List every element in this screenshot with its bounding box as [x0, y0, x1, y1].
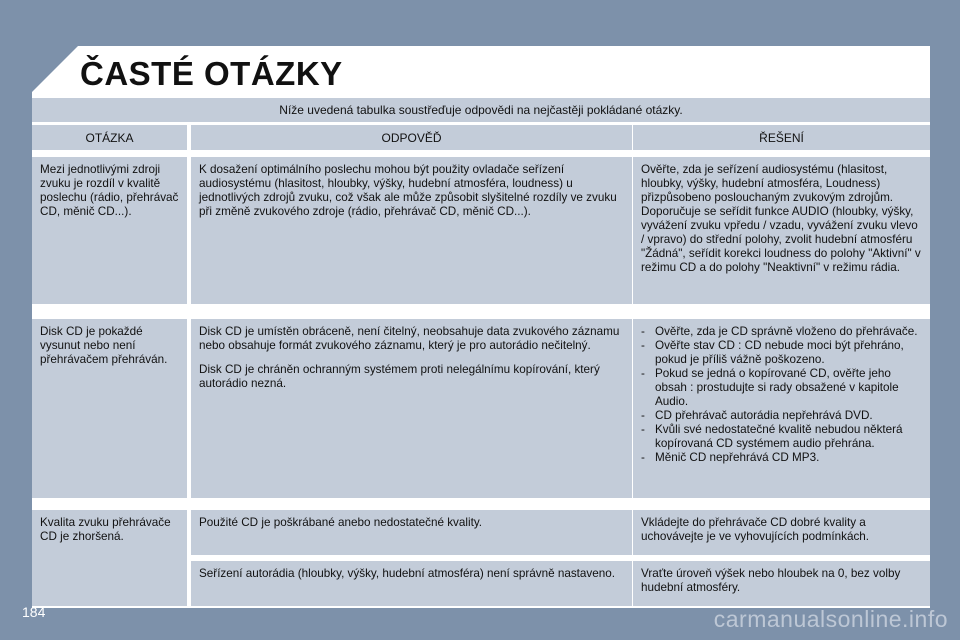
list-item: - Kvůli své nedostatečné kvalitě nebudou některá kopírovaná CD systémem audio přehrána.: [641, 423, 922, 451]
page-number: 184: [22, 604, 46, 620]
column-header-answer: ODPOVĚĎ: [191, 125, 632, 150]
list-item: - CD přehrávač autorádia nepřehrává DVD.: [641, 409, 922, 423]
row-2-answer-paragraph: Disk CD je chráněn ochranným systémem proti nelegálnímu kopírování, který autorádio nezná.: [199, 363, 600, 390]
column-header-question: OTÁZKA: [32, 125, 187, 150]
row-2-answer-paragraph: Disk CD je umístěn obráceně, není čitelný, neobsahuje data zvukového záznamu nebo obsahuje formát zvukového záznamu, který je pro autorádio nečitelný.: [199, 325, 620, 352]
row-2-solution: [633, 319, 930, 498]
watermark: carmanualsonline.info: [713, 606, 948, 632]
row-2-solution-list: [641, 325, 922, 465]
row-3a-solution: Vkládejte do přehrávače CD dobré kvality a uchovávejte je ve vyhovujících podmínkách.: [633, 510, 930, 555]
row-1-solution: Ověřte, zda je seřízení audiosystému (hlasitost, hloubky, výšky, hudební atmosféra, Loudness) přizpůsobeno poslouchaným zvukovým zdrojům. Doporučuje se seřídit funkce AUDIO (hloubky, výšky, vyvážení zvuku vpředu / vzadu, vyvážení zvuku vlevo / vpravo) do střední polohy, zvolit hudební atmosféru "Žádná", seřídit korekci loudness do polohy "Aktivní" v režimu CD a do polohy "Neaktivní" v režimu rádia.: [633, 157, 930, 304]
row-3b-answer: Seřízení autorádia (hloubky, výšky, hudební atmosféra) není správně nastaveno.: [191, 561, 632, 606]
row-1-answer: K dosažení optimálního poslechu mohou být použity ovladače seřízení audiosystému (hlasitost, hloubky, výšky, hudební atmosféra, loudness) u jednotlivých zdrojů zvuku, což však ale může způsobit slyšitelné rozdíly ve zvuku při změně zvukového zdroje (rádio, přehrávač CD, měnič CD...).: [191, 157, 632, 304]
row-1-question: Mezi jednotlivými zdroji zvuku je rozdíl v kvalitě poslechu (rádio, přehrávač CD, měnič CD...).: [32, 157, 187, 304]
list-item: - Ověřte stav CD : CD nebude moci být přehráno, pokud je příliš vážně poškozeno.: [641, 339, 922, 367]
list-item: - Ověřte, zda je CD správně vloženo do přehrávače.: [641, 325, 922, 339]
column-header-solution: ŘEŠENÍ: [633, 125, 930, 150]
intro-text: Níže uvedená tabulka soustřeďuje odpovědi na nejčastěji pokládané otázky.: [32, 98, 930, 122]
row-2-answer: [191, 319, 632, 498]
row-3a-answer: Použité CD je poškrábané anebo nedostatečné kvality.: [191, 510, 632, 555]
list-item: - Pokud se jedná o kopírované CD, ověřte jeho obsah : prostudujte si rady obsažené v kapitole Audio.: [641, 367, 922, 409]
row-3b-solution: Vraťte úroveň výšek nebo hloubek na 0, bez volby hudební atmosféry.: [633, 561, 930, 606]
row-2-question: Disk CD je pokaždé vysunut nebo není přehrávačem přehráván.: [32, 319, 187, 498]
list-item: - Měnič CD nepřehrává CD MP3.: [641, 451, 922, 465]
page-title: ČASTÉ OTÁZKY: [80, 55, 343, 92]
row-3-question: Kvalita zvuku přehrávače CD je zhoršená.: [32, 510, 187, 606]
